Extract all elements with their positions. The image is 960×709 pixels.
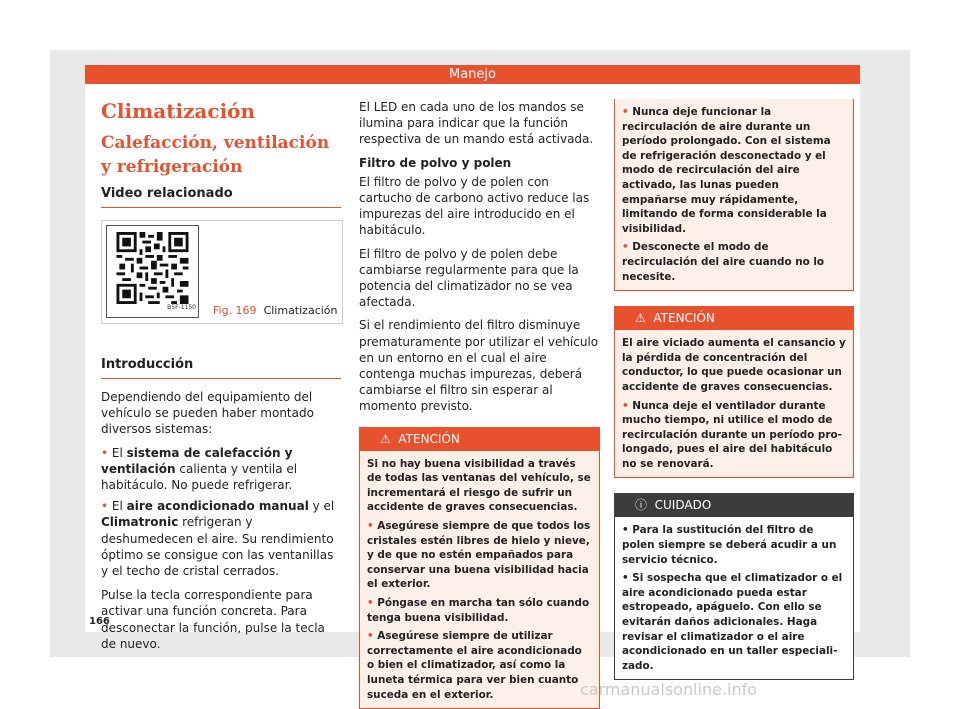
watermark: carmanualsonline.info: [580, 680, 758, 699]
column-1: [101, 99, 341, 659]
list-item: • Desconecte el modo de recirculación del aire cuando no lo necesite.: [622, 241, 825, 283]
list-item: • Nunca deje el ventilador durante mucho tiempo, ni utilice el modo de recirculación durante un período prolongado, pues el aire del habitáculo no se renovará.: [622, 399, 842, 470]
warning-header: ⚠ ATENCIÓN: [615, 307, 853, 330]
paragraph: El filtro de polvo y de polen debe cambiarse regularmente para que la potencia del climatizador no se vea afectada.: [359, 246, 579, 310]
list-item: • El sistema de calefacción y ventilación calienta y ventila el habitáculo. No puede refrigerar.: [101, 445, 298, 493]
video-heading: Video relacionado: [101, 185, 341, 208]
section-header: Manejo: [85, 65, 860, 84]
figure-caption: [213, 303, 338, 319]
list-item: • Póngase en marcha tan sólo cuando tenga buena visibilidad.: [367, 597, 590, 624]
list-item: • Si sospecha que el climatizador o el aire acondicionado pueda estar estropeado, apáguelo. Con ello se evitarán daños adicionales. Haga revisar el climatizador o el aire acondicionado en un taller especializado.: [622, 572, 843, 672]
qr-code-icon: [113, 232, 192, 304]
figure-number: Fig. 169: [213, 304, 257, 317]
filter-heading: Filtro de polvo y polen: [359, 155, 512, 170]
care-header: ⓘ CUIDADO: [615, 494, 853, 517]
figure-caption-text: Climatización: [263, 304, 338, 317]
page-number: 166: [89, 616, 110, 627]
column-2: [359, 99, 600, 709]
list-item: • Para la sustitución del filtro de polen siempre se deberá acudir a un servicio técnico.: [622, 524, 837, 566]
warning-box: [359, 427, 600, 709]
care-body: [615, 517, 853, 679]
column-3: [614, 99, 854, 680]
qr-code-image[interactable]: [106, 225, 199, 318]
paragraph: El LED en cada uno de los mandos se ilumina para indicar que la función respectiva de un mando está activada.: [359, 100, 594, 147]
warning-body: El aire viciado aumenta el cansancio y la pérdida de concentración del conductor, lo que puede ocasionar un accidente de graves consecuencias. • Nunca deje el ventilador durante mucho tiempo, ni utilice el modo de recirculación durante un período prolongado, pues el aire del habitáculo no se renovará.: [622, 337, 846, 470]
warning-box: [614, 306, 854, 478]
list-item: • Asegúrese siempre de utilizar correctamente el aire acondicionado o bien el climatizador, así como la luneta térmica para ver bien cuanto suceda en el exterior.: [367, 630, 582, 701]
paragraph: El filtro de polvo y de polen con cartucho de carbono activo reduce las impurezas del aire introducido en el habitáculo.: [359, 174, 590, 238]
list-item: • El aire acondicionado manual y el Climatronic refrigeran y deshumedecen el aire. Su rendimiento óptimo se consigue con las ventanillas y el techo de cristal cerrados.: [101, 499, 335, 579]
page-subtitle: Calefacción, ventilación y refrigeración: [101, 133, 330, 177]
intro-text: Dependiendo del equipamiento del vehículo se pueden haber montado diversos sistemas:: [101, 390, 314, 437]
warning-header: ⚠ ATENCIÓN: [360, 428, 599, 451]
figure-code: B5F-1150: [167, 303, 196, 311]
list-item: • Asegúrese siempre de que todos los cristales estén libres de hielo y nieve, y de que no estén empañados para conservar una buena visibilidad hacia el exterior.: [367, 520, 591, 591]
page-title: Climatización: [101, 99, 256, 123]
figure-box: [101, 220, 343, 324]
final-paragraph: Pulse la tecla correspondiente para activar una función concreta. Para desconectar la función, pulse la tecla de nuevo.: [101, 588, 325, 651]
warning-body: Si no hay buena visibilidad a través de todas las ventanas del vehículo, se incrementará el riesgo de sufrir un accidente de graves consecuencias. • Asegúrese siempre de que todos los cristales estén libres de hielo y nieve, y de que no estén empañados para conservar una buena visibilidad hacia el exterior. • Póngase en marcha tan sólo cuando tenga buena visibilidad. • Asegúrese siempre de utilizar correctamente el aire acondicionado o bien el climatizador, así como la luneta térmica para ver bien cuanto suceda en el exterior.: [367, 457, 591, 701]
care-box: [614, 493, 854, 680]
warning-box-continued: [614, 99, 854, 291]
intro-heading: Introducción: [101, 356, 341, 379]
list-item: • Nunca deje funcionar la recirculación de aire durante un período prolongado. Con el sistema de refrigeración desconectado y el modo de recirculación del aire activado, las lunas pueden empañarse muy rápidamente, limitando de forma considerable la visibilidad.: [622, 106, 831, 235]
paragraph: Si el rendimiento del filtro disminuye prematuramente por utilizar el vehículo en un entorno en el cual el aire contenga muchas impurezas, deberá cambiarse el filtro sin esperar al momento previsto.: [359, 318, 599, 414]
